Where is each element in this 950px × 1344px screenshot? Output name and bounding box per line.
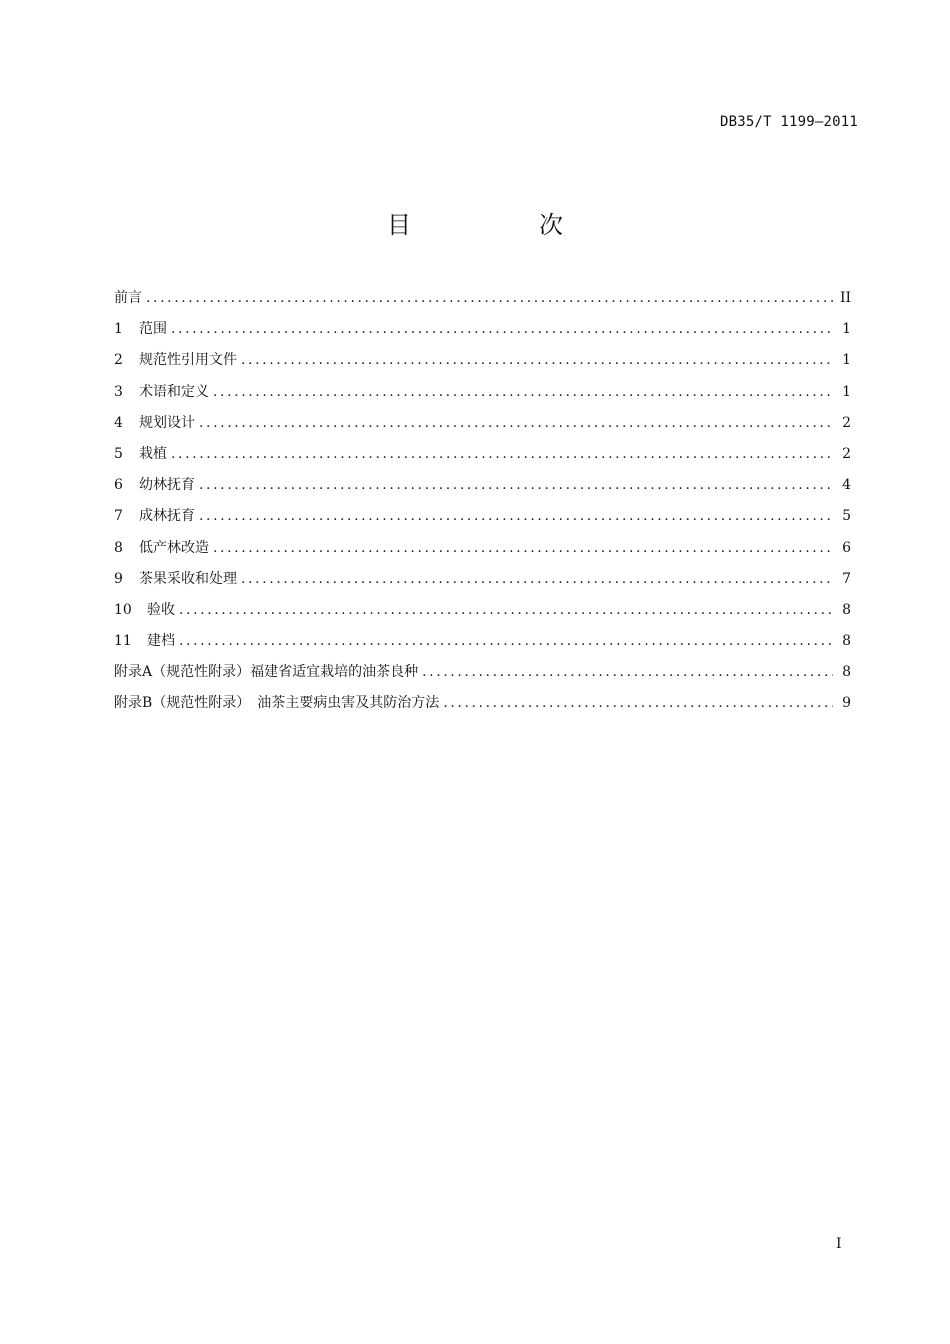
toc-entry-page: 8 <box>842 633 851 650</box>
toc-entry-page: 6 <box>842 539 851 556</box>
toc-entry-page: 2 <box>842 445 851 462</box>
toc-entry-number: 2 <box>114 352 123 369</box>
toc-dot-leader <box>199 508 833 524</box>
toc-entry-number: 6 <box>114 477 123 494</box>
toc-entry-label: 栽植 <box>139 445 167 462</box>
document-code: DB35/T 1199—2011 <box>719 114 858 130</box>
toc-entry-number: 8 <box>114 539 123 556</box>
toc-entry-page: 1 <box>842 321 851 338</box>
toc-entry-label: 茶果采收和处理 <box>139 570 237 587</box>
toc-entry-6[interactable] <box>114 474 851 505</box>
toc-entry-page: 1 <box>842 383 851 400</box>
toc-entry-page: 8 <box>842 664 851 681</box>
toc-entry-11[interactable] <box>114 630 851 661</box>
page-number: I <box>836 1236 842 1252</box>
toc-entry-3[interactable] <box>114 381 851 412</box>
toc-entry-label: 前言 <box>114 290 142 306</box>
toc-entry-5[interactable] <box>114 443 851 474</box>
toc-entry-label: 验收 <box>147 601 175 618</box>
toc-entry-foreword[interactable] <box>114 287 851 318</box>
toc-entry-1[interactable] <box>114 318 851 349</box>
toc-dot-leader <box>179 602 833 618</box>
toc-entry-8[interactable] <box>114 537 851 568</box>
toc-entry-label: 范围 <box>139 321 167 338</box>
toc-entry-7[interactable] <box>114 505 851 536</box>
toc-entry-page: 4 <box>842 477 851 494</box>
toc-entry-label: 建档 <box>147 633 175 650</box>
toc-entry-page: 1 <box>842 352 851 369</box>
toc-entry-label: 附录A（规范性附录）福建省适宜栽培的油茶良种 <box>114 664 419 681</box>
toc-entry-10[interactable] <box>114 599 851 630</box>
toc-entry-page: 8 <box>842 601 851 618</box>
toc-dot-leader <box>213 540 833 556</box>
toc-title: 目 次 <box>387 211 615 239</box>
toc-dot-leader <box>443 695 833 711</box>
toc-dot-leader <box>199 415 833 431</box>
toc-entry-label: 术语和定义 <box>139 383 209 400</box>
toc-entry-number: 1 <box>114 321 123 338</box>
toc-dot-leader <box>213 384 833 400</box>
toc-entry-9[interactable] <box>114 568 851 599</box>
toc-entry-page: 5 <box>842 508 851 525</box>
toc-entry-number: 10 <box>114 601 132 618</box>
toc-entry-label: 规划设计 <box>139 414 195 431</box>
toc-entry-number: 5 <box>114 445 123 462</box>
toc-entry-page: 9 <box>842 695 851 712</box>
toc-entry-number: 4 <box>114 414 123 431</box>
table-of-contents <box>114 287 851 724</box>
toc-entry-label: 低产林改造 <box>139 539 209 556</box>
toc-dot-leader <box>171 321 833 337</box>
toc-entry-label: 附录B（规范性附录） 油茶主要病虫害及其防治方法 <box>114 695 440 712</box>
toc-dot-leader <box>146 290 833 306</box>
toc-entry-label: 成林抚育 <box>139 508 195 525</box>
toc-dot-leader <box>241 352 833 368</box>
toc-entry-page: II <box>839 290 851 306</box>
toc-entry-page: 7 <box>842 570 851 587</box>
toc-dot-leader <box>422 664 833 680</box>
toc-entry-appendix-b[interactable] <box>114 692 851 723</box>
toc-entry-number: 3 <box>114 383 123 400</box>
toc-entry-label: 规范性引用文件 <box>139 352 237 369</box>
toc-dot-leader <box>179 633 833 649</box>
toc-entry-label: 幼林抚育 <box>139 477 195 494</box>
toc-dot-leader <box>199 477 833 493</box>
toc-entry-number: 11 <box>114 633 132 650</box>
toc-entry-number: 9 <box>114 570 123 587</box>
toc-dot-leader <box>241 571 833 587</box>
toc-entry-number: 7 <box>114 508 123 525</box>
toc-entry-4[interactable] <box>114 412 851 443</box>
toc-entry-appendix-a[interactable] <box>114 661 851 692</box>
toc-entry-2[interactable] <box>114 349 851 380</box>
toc-dot-leader <box>171 446 833 462</box>
toc-entry-page: 2 <box>842 414 851 431</box>
